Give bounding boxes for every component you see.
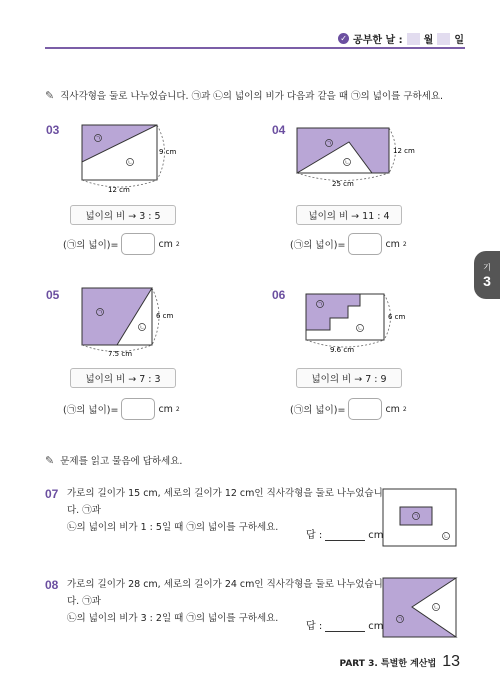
footer-part: PART 3. 특별한 계산법 (339, 658, 437, 669)
answer-prefix: (㉠의 넓이)= (63, 405, 119, 416)
problem-04-answer (290, 233, 407, 255)
problem-05-width: 7.5 cm (108, 350, 133, 358)
question-07-line1: 가로의 길이가 15 cm, 세로의 길이가 12 cm인 직사각형을 둘로 나누었습니다. ㉠과 (67, 488, 383, 516)
problem-06-width: 9.6 cm (330, 346, 355, 354)
month-box[interactable] (407, 33, 420, 45)
date-label: 공부한 날 : (353, 35, 403, 46)
page-number: 13 (442, 653, 460, 670)
unit-exp: 2 (402, 240, 407, 248)
question-07-answer (306, 526, 390, 541)
question-07-figure (382, 488, 458, 548)
svg-text:ㄱ: ㄱ (317, 302, 323, 308)
unit: cm (158, 403, 173, 415)
answer-box[interactable] (121, 398, 155, 420)
problem-06-ratio: 넓이의 비 → 7 : 9 (296, 368, 402, 388)
unit: cm (368, 621, 384, 632)
answer-label: 답 : (306, 530, 323, 541)
answer-blank[interactable] (325, 619, 365, 632)
chapter-tab (474, 251, 500, 299)
question-08-answer (306, 617, 390, 632)
unit: cm (368, 530, 384, 541)
svg-text:ㄴ: ㄴ (443, 534, 449, 540)
unit: cm (385, 238, 400, 250)
svg-text:ㄱ: ㄱ (326, 141, 332, 147)
section2-instruction-text: 문제를 읽고 물음에 답하세요. (60, 456, 183, 467)
svg-text:ㄴ: ㄴ (139, 325, 145, 331)
svg-text:ㄴ: ㄴ (433, 605, 439, 611)
svg-text:ㄱ: ㄱ (95, 136, 101, 142)
problem-05-ratio: 넓이의 비 → 7 : 3 (70, 368, 176, 388)
page-footer (340, 653, 460, 671)
unit-exp: 2 (175, 405, 180, 413)
problem-04-ratio: 넓이의 비 → 11 : 4 (296, 205, 402, 225)
answer-box[interactable] (348, 398, 382, 420)
chapter-tab-number: 3 (483, 272, 491, 289)
unit: cm (385, 403, 400, 415)
answer-prefix: (㉠의 넓이)= (63, 240, 119, 251)
problem-03-figure (72, 120, 187, 200)
check-icon: ✓ (338, 33, 349, 44)
svg-text:ㄴ: ㄴ (357, 326, 363, 332)
unit: cm (158, 238, 173, 250)
problem-06-figure (298, 284, 418, 360)
question-08-figure (382, 577, 458, 639)
svg-text:ㄱ: ㄱ (97, 310, 103, 316)
answer-prefix: (㉠의 넓이)= (290, 240, 346, 251)
answer-box[interactable] (121, 233, 155, 255)
problem-03-number: 03 (46, 123, 60, 137)
pencil-icon: ✎ (45, 88, 55, 102)
question-08-line2: ㉡의 넓이의 비가 3 : 2일 때 ㉠의 넓이를 구하세요. (67, 613, 279, 624)
problem-06-height: 6 cm (388, 313, 406, 321)
study-date (338, 31, 464, 46)
unit-exp: 2 (175, 240, 180, 248)
answer-prefix: (㉠의 넓이)= (290, 405, 346, 416)
problem-05-answer (63, 398, 180, 420)
day-label: 일 (454, 35, 464, 46)
answer-box[interactable] (348, 233, 382, 255)
problem-03-ratio: 넓이의 비 → 3 : 5 (70, 205, 176, 225)
problem-05-figure (72, 282, 187, 362)
question-07-number: 07 (45, 487, 59, 501)
problem-05-number: 05 (46, 288, 60, 302)
chapter-tab-top: 기 (483, 262, 491, 272)
section1-instruction-text: 직사각형을 둘로 나누었습니다. ㉠과 ㉡의 넓이의 비가 다음과 같을 때 ㉠의 넓이를 구하세요. (60, 91, 444, 102)
answer-blank[interactable] (325, 528, 365, 541)
problem-04-height: 12 cm (393, 147, 415, 155)
svg-text:ㄱ: ㄱ (413, 514, 419, 520)
problem-03-answer (63, 233, 180, 255)
problem-03-width: 12 cm (108, 186, 130, 194)
problem-06-number: 06 (272, 288, 286, 302)
problem-05-height: 6 cm (156, 312, 174, 320)
unit-exp: 2 (402, 405, 407, 413)
answer-label: 답 : (306, 621, 323, 632)
problem-04-number: 04 (272, 123, 286, 137)
svg-text:ㄴ: ㄴ (127, 160, 133, 166)
svg-text:ㄱ: ㄱ (397, 617, 403, 623)
question-07-line2: ㉡의 넓이의 비가 1 : 5일 때 ㉠의 넓이를 구하세요. (67, 522, 279, 533)
problem-04-width: 25 cm (332, 180, 354, 188)
day-box[interactable] (437, 33, 450, 45)
problem-06-answer (290, 398, 407, 420)
question-08-number: 08 (45, 578, 59, 592)
month-label: 월 (423, 35, 434, 46)
problem-04-figure (292, 120, 422, 195)
svg-text:ㄴ: ㄴ (344, 160, 350, 166)
header-divider (45, 47, 465, 49)
section2-instruction (45, 453, 182, 467)
question-08-line1: 가로의 길이가 28 cm, 세로의 길이가 24 cm인 직사각형을 둘로 나누었습니다. ㉠과 (67, 579, 383, 607)
section1-instruction (45, 88, 443, 102)
problem-03-height: 9 cm (159, 148, 177, 156)
pencil-icon: ✎ (45, 453, 55, 467)
